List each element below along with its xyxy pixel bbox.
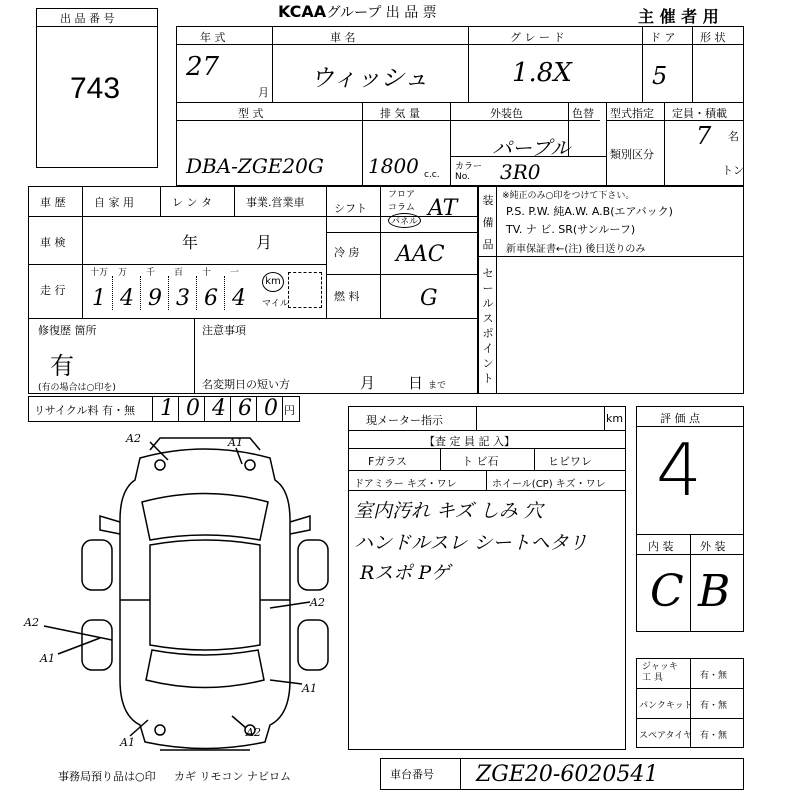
displacement-value: 1800	[368, 154, 419, 178]
damage-mark-1: A2	[126, 432, 141, 445]
type-spec-label: 型式指定	[610, 107, 654, 120]
mileage-digit: 3	[176, 286, 190, 311]
damage-mark-2: A1	[228, 436, 243, 449]
damage-mark-8: A2	[246, 726, 261, 739]
doors-value: 5	[652, 62, 668, 90]
glass-option-crack: ヒビワレ	[548, 455, 592, 468]
interior-value: C	[650, 566, 684, 617]
ac-label: 冷 房	[334, 246, 360, 259]
notice-label: 注意事項	[202, 324, 246, 337]
history-private: 自 家 用	[94, 196, 134, 209]
model-value: DBA-ZGE20G	[186, 154, 324, 178]
deadline-day: 日	[408, 374, 424, 392]
equipment-line3: 新車保証書←(注) 後日送りのみ	[506, 244, 646, 255]
km-circled: km	[262, 272, 284, 292]
name-value: ウィッシュ	[310, 64, 429, 92]
shift-panel: パネル	[388, 213, 421, 228]
history-rental: レ ン タ	[172, 196, 212, 209]
inspection-label: 車 検	[40, 236, 66, 249]
displacement-label: 排 気 量	[380, 107, 420, 120]
displacement-unit: c.c.	[424, 170, 440, 180]
chassis-value: ZGE20-6020541	[476, 762, 659, 787]
fuel-value: G	[420, 286, 438, 311]
recycle-digit: 4	[212, 396, 226, 421]
recycle-digit: 0	[186, 396, 200, 421]
shift-column: コラム	[388, 203, 415, 213]
mileage-digit-label: 十	[202, 268, 212, 278]
mileage-digit-label: 万	[118, 268, 128, 278]
equipment-line1: P.S. P.W. 純A.W. A.B(エアバック)	[506, 205, 673, 218]
mileage-digit-label: 一	[230, 268, 240, 278]
spare-option: 有・無	[700, 731, 728, 741]
model-label: 型 式	[238, 107, 264, 120]
inspector-note-1: 室内汚れ キズ しみ 穴	[354, 500, 543, 522]
km-mile-box	[288, 272, 322, 308]
repair-label: 修復歴 箇所	[38, 324, 97, 337]
mileage-digit: 9	[148, 286, 162, 311]
body-label: 形 状	[700, 31, 726, 44]
doors-label: ド ア	[650, 31, 676, 44]
capacity-label: 定員・積載	[672, 107, 727, 120]
mileage-digit: 6	[204, 286, 218, 311]
form-title: .グループ 出 品 票	[322, 5, 437, 21]
lot-number-label: 出 品 番 号	[60, 12, 115, 25]
recycle-unit: 円	[284, 404, 295, 417]
damage-mark-4: A2	[310, 596, 325, 609]
inspection-year: 年	[182, 233, 199, 252]
ac-value: AAC	[396, 242, 445, 267]
mileage-digit: 4	[232, 286, 246, 311]
month-unit: 月	[258, 86, 269, 99]
year-label: 年 式	[200, 31, 226, 44]
jack-label: ジャッキ 工 具	[642, 662, 678, 683]
lot-number-value: 743	[70, 72, 121, 105]
inspector-note-3: Rスポ Pゲ	[360, 562, 451, 584]
chassis-label: 車台番号	[390, 768, 434, 781]
capacity-unit: 名	[728, 130, 739, 143]
repair-note: (有の場合は○印を)	[38, 383, 116, 393]
office-note: 事務局預り品は○印	[58, 770, 156, 783]
repair-value: 有	[50, 352, 74, 380]
equipment-label: 装備品	[482, 194, 494, 251]
score-value: 4	[656, 428, 702, 512]
mileage-digit: 1	[92, 286, 106, 311]
recycle-digit: 6	[238, 396, 252, 421]
mileage-digit: 4	[120, 286, 134, 311]
glass-option-chip: ト ビ石	[462, 455, 499, 468]
car-damage-diagram	[20, 430, 340, 760]
exterior-value: B	[698, 566, 731, 617]
puncture-option: 有・無	[700, 701, 728, 711]
inspector-section-label: 【査 定 員 記 入】	[424, 435, 515, 448]
recycle-digit: 0	[264, 396, 278, 421]
puncture-label: パンクキット	[639, 701, 693, 711]
recycle-label: リサイクル料 有・無	[34, 404, 135, 417]
deadline-month: 月	[360, 374, 376, 392]
capacity-value: 7	[696, 122, 712, 150]
glass-label: Fガラス	[368, 455, 407, 468]
mirror-label: ドアミラー キズ・ワレ	[354, 479, 457, 490]
load-unit: トン	[722, 164, 744, 177]
meter-label: 現メーター指示	[366, 414, 443, 427]
interior-label: 内 装	[648, 540, 674, 553]
wheel-label: ホイール(CP) キズ・ワレ	[492, 479, 606, 490]
mileage-label: 走 行	[40, 284, 66, 297]
color-code-label: カラー No.	[455, 162, 483, 182]
organizer-label: 主 催 者 用	[638, 7, 719, 26]
shift-label: シフト	[334, 202, 367, 215]
mile-label: マイル	[262, 299, 289, 309]
office-items: カギ リモコン ナビロム	[174, 770, 291, 783]
exterior-label: 外 装	[700, 540, 726, 553]
mileage-digit-label: 千	[146, 268, 156, 278]
jack-option: 有・無	[700, 671, 728, 681]
shift-value: AT	[428, 196, 458, 221]
history-label: 車 歴	[40, 196, 66, 209]
inspector-note-2: ハンドルスレ シートヘタリ	[354, 532, 588, 554]
deadline-label: 名変期日の短い方	[202, 378, 290, 391]
color-code-value: 3R0	[500, 160, 541, 184]
mileage-digit-label: 百	[174, 268, 184, 278]
equipment-line2: TV. ナ ビ. SR(サンルーフ)	[506, 223, 636, 236]
recycle-digit: 1	[160, 396, 174, 421]
history-business: 事業.営業車	[246, 196, 305, 209]
equipment-note: ※純正のみ○印をつけて下さい。	[502, 191, 635, 201]
grade-value: 1.8X	[512, 58, 572, 88]
inspection-month: 月	[256, 233, 273, 252]
meter-unit: km	[606, 412, 624, 425]
year-value: 27	[186, 52, 220, 82]
mileage-digit-label: 十万	[90, 268, 109, 278]
color-label: 外装色	[490, 107, 523, 120]
damage-mark-3: A2	[24, 616, 39, 629]
fuel-label: 燃 料	[334, 290, 360, 303]
deadline-suffix: まで	[428, 381, 447, 391]
score-label: 評 価 点	[660, 412, 700, 425]
color-value: パープル	[492, 136, 571, 160]
shift-floor: フロア	[388, 190, 416, 200]
spare-label: スペアタイヤ	[639, 731, 693, 741]
sales-point-label: セールスポイント	[482, 267, 494, 385]
damage-mark-7: A1	[120, 736, 135, 749]
damage-mark-5: A1	[40, 652, 55, 665]
kcaa-logo: KCAA	[278, 2, 327, 21]
damage-mark-6: A1	[302, 682, 317, 695]
color-change-label: 色替	[572, 107, 594, 120]
class-label: 類別区分	[610, 148, 654, 161]
grade-label: グ レ ー ド	[510, 31, 565, 44]
name-label: 車 名	[330, 31, 356, 44]
